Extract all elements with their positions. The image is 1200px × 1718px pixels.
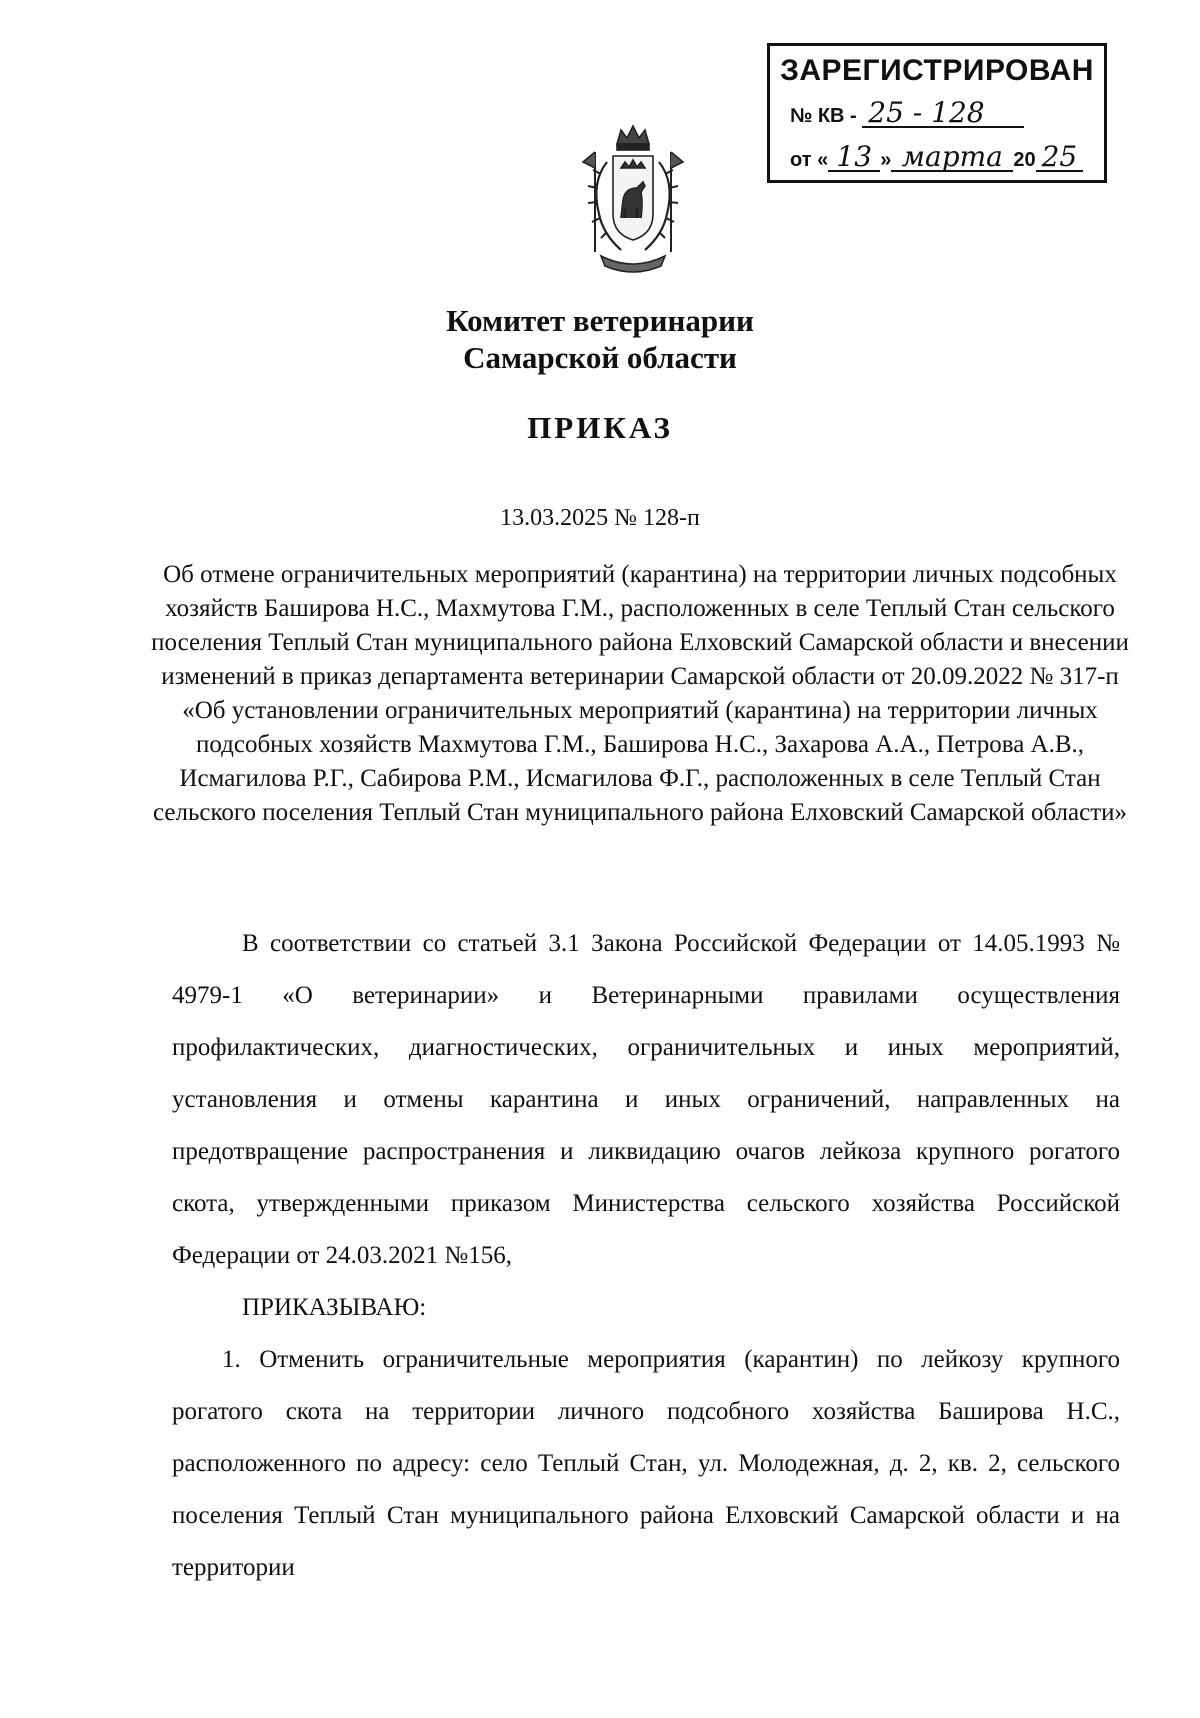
- stamp-month-handwritten: марта: [891, 144, 1013, 172]
- stamp-number-prefix: № КВ -: [790, 105, 857, 127]
- stamp-date-prefix: от «: [790, 149, 829, 171]
- stamp-year-prefix: 20: [1013, 149, 1036, 171]
- stamp-day-handwritten: 13: [828, 144, 880, 172]
- organization-name-line2: Самарской области: [463, 340, 737, 375]
- document-type-title: ПРИКАЗ: [527, 410, 673, 445]
- preamble-text: В соответствии со статьей 3.1 Закона Российской Федерации от 14.05.1993 № 4979-1 «О ветеринарии» и Ветеринарными правилами осуществления профилактических, диагностических, ограничительных и иных мероприятий, установления и отмены карантина и иных ограничений, направленных на предотвращение распространения и ликвидацию очагов лейкоза крупного рогатого скота, утвержденными приказом Министерства сельского хозяйства Российской Федерации от 24.03.2021 №156,: [172, 930, 1120, 1269]
- order-body: [172, 918, 1120, 1594]
- item-1-paragraph: 1. Отменить ограничительные мероприятия (карантин) по лейкозу крупного рогатого скота на территории личного подсобного хозяйства Баширова Н.С., расположенного по адресу: село Теплый Стан, ул. Молодежная, д. 2, кв. 2, сельского поселения Теплый Стан муниципального района Елховский Самарской области и на территории: [172, 1346, 1120, 1581]
- stamp-day-close: »: [880, 149, 892, 171]
- order-subject: Об отмене ограничительных мероприятий (карантина) на территории личных подсобных хозяйств Баширова Н.С., Махмутова Г.М., расположенных в селе Теплый Стан сельского поселения Теплый Стан муниципального района Елховский Самарской области и внесении изменений в приказ департамента ветеринарии Самарской области от 20.09.2022 № 317-п «Об установлении ограничительных мероприятий (карантина) на территории личных подсобных хозяйств Махмутова Г.М., Баширова Н.С., Захарова А.А., Петрова А.В., Исмагилова Р.Г., Сабирова Р.М., Исмагилова Ф.Г., расположенных в селе Теплый Стан сельского поселения Теплый Стан муниципального района Елховский Самарской области»: [151, 561, 1129, 826]
- organization-name-line1: Комитет ветеринарии: [446, 303, 754, 338]
- stamp-year-handwritten: 25: [1036, 144, 1084, 172]
- stamp-date-line: [790, 140, 1083, 173]
- stamp-title: ЗАРЕГИСТРИРОВАН: [780, 54, 1094, 87]
- samara-coat-of-arms-icon: [577, 122, 689, 280]
- order-date-number: 13.03.2025 № 128-п: [500, 505, 700, 531]
- order-word: ПРИКАЗЫВАЮ:: [242, 1294, 427, 1321]
- stamp-number-handwritten: 25 - 128: [862, 100, 1024, 128]
- preamble-paragraph: [172, 918, 1120, 1334]
- stamp-number-line: [790, 96, 1024, 129]
- registration-stamp: [767, 43, 1107, 183]
